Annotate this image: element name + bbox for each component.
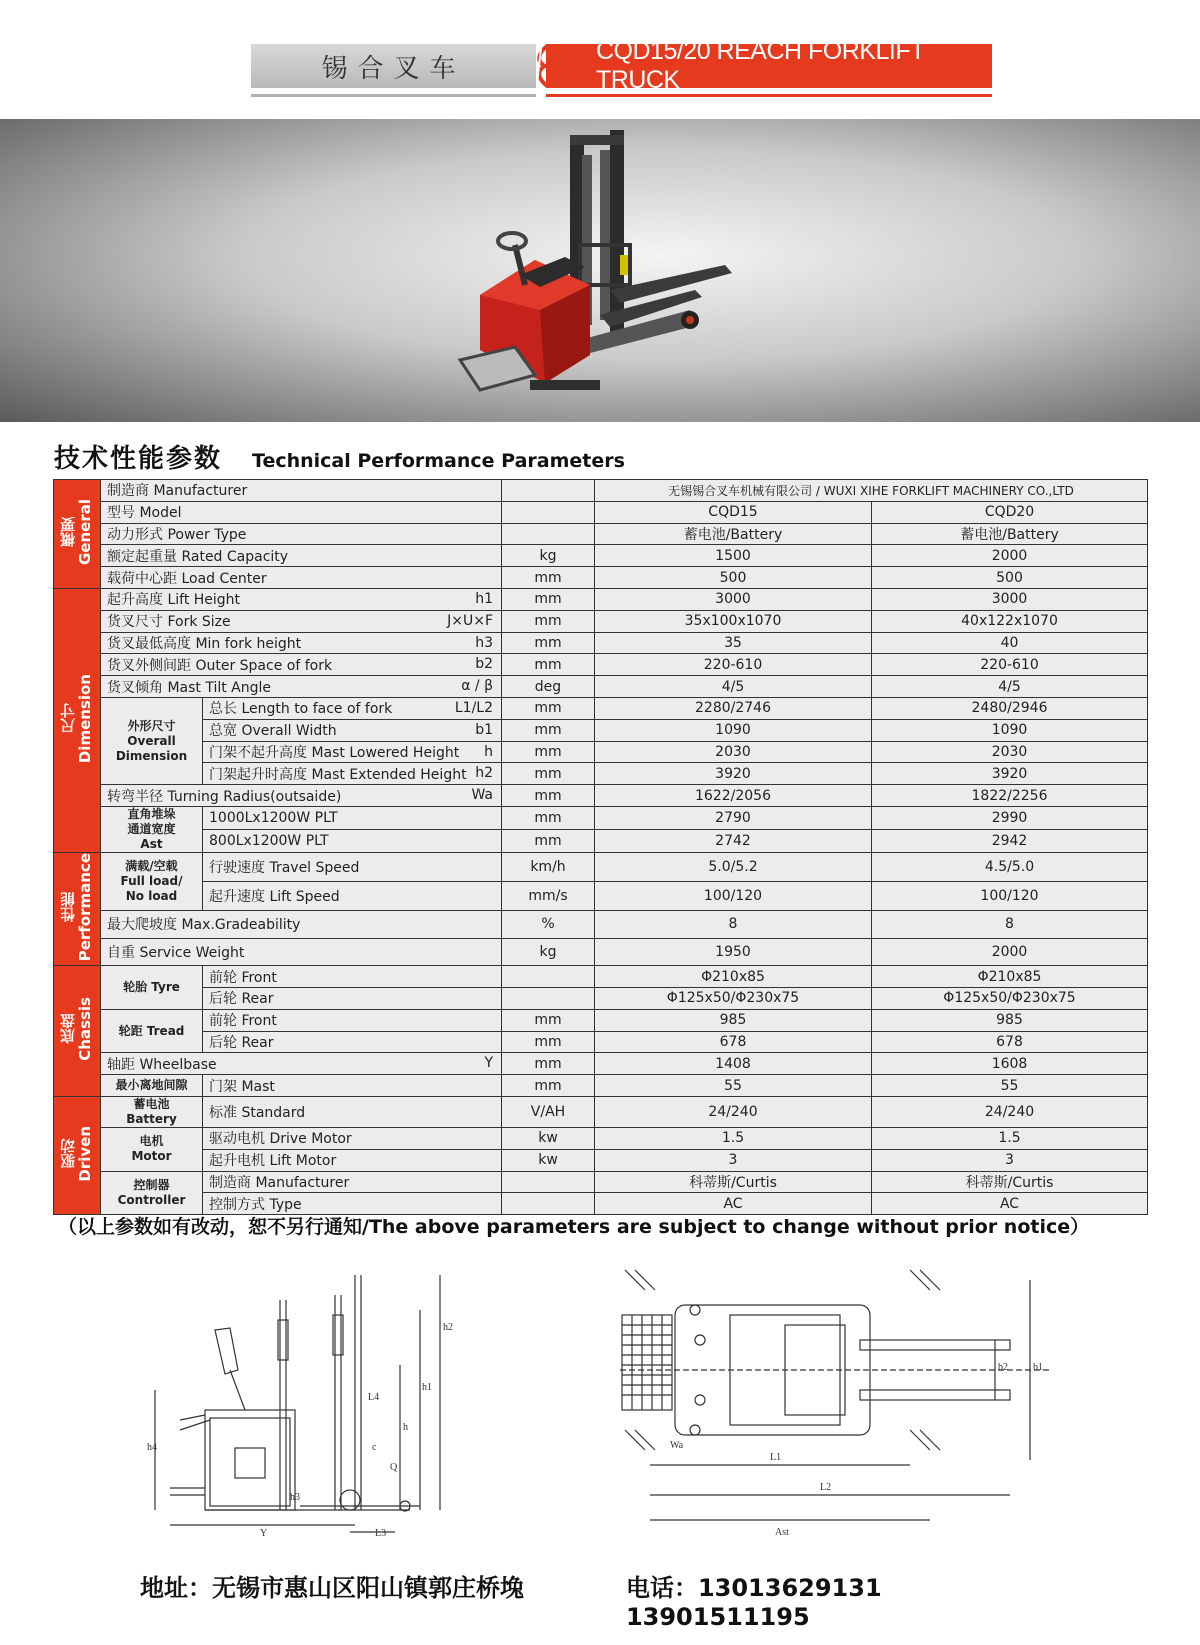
cqd15-value: 1500	[595, 545, 872, 567]
cqd20-value: 985	[872, 1009, 1148, 1031]
cqd15-value: 1090	[595, 719, 872, 741]
footer-phone: 电话：13013629131 13901511195	[625, 1574, 882, 1631]
cqd15-value: Φ210x85	[595, 966, 872, 988]
param-unit: mm	[502, 567, 595, 589]
dim-label: b2	[998, 1362, 1008, 1373]
cqd15-value: 4/5	[595, 676, 872, 698]
param-label: 起升电机 Lift Motor	[203, 1149, 502, 1171]
param-label: 800Lx1200W PLT	[203, 829, 502, 852]
subcategory-cell: 最小离地间隙	[101, 1075, 203, 1097]
param-label: 制造商 Manufacturer	[203, 1171, 502, 1193]
cqd20-value: 蓄电池/Battery	[872, 523, 1148, 545]
subcategory-cell: 直角堆垛 通道宽度 Ast	[101, 806, 203, 852]
param-unit: mm	[502, 654, 595, 676]
cqd20-value: 4/5	[872, 676, 1148, 698]
param-unit: V/AH	[502, 1097, 595, 1128]
spec-row	[54, 806, 1148, 829]
section-title-en: Technical Performance Parameters	[252, 450, 625, 472]
dim-label: L4	[368, 1392, 380, 1403]
spec-row	[54, 852, 1148, 881]
param-unit: deg	[502, 676, 595, 698]
param-unit: mm	[502, 1075, 595, 1097]
cqd15-value: 2030	[595, 741, 872, 763]
cqd15-value: 1950	[595, 938, 872, 966]
param-label: 起升高度 Lift Height h1	[101, 588, 502, 610]
param-symbol: J×U×F	[447, 612, 493, 629]
param-unit: mm	[502, 588, 595, 610]
param-label: 轴距 Wheelbase Y	[101, 1053, 502, 1075]
cqd15-value: 3920	[595, 763, 872, 785]
spec-row	[54, 588, 1148, 610]
param-unit: mm	[502, 763, 595, 785]
cqd15-value: 220-610	[595, 654, 872, 676]
spec-row	[54, 1075, 1148, 1097]
cqd20-value: 24/240	[872, 1097, 1148, 1128]
param-unit	[502, 1171, 595, 1193]
cqd20-value: Φ125x50/Φ230x75	[872, 988, 1148, 1010]
cqd20-value: 100/120	[872, 882, 1148, 911]
cqd15-value: 985	[595, 1009, 872, 1031]
spec-row	[54, 523, 1148, 545]
param-label: 控制方式 Type	[203, 1193, 502, 1215]
spec-row	[54, 938, 1148, 966]
param-label: 门架 Mast	[203, 1075, 502, 1097]
spec-row	[54, 632, 1148, 654]
spec-row	[54, 1097, 1148, 1128]
cqd15-value: CQD15	[595, 501, 872, 523]
dim-label: Q	[390, 1462, 398, 1473]
cqd20-value: 1608	[872, 1053, 1148, 1075]
spec-table	[53, 479, 1148, 1215]
category-cell: 尺寸 Dimension	[54, 588, 101, 852]
spec-row	[54, 567, 1148, 589]
cqd20-value: 2000	[872, 545, 1148, 567]
dim-label: h	[403, 1422, 408, 1433]
manufacturer-value: 无锡锡合叉车机械有限公司 / WUXI XIHE FORKLIFT MACHINERY CO.,LTD	[595, 480, 1148, 502]
spec-row	[54, 1149, 1148, 1171]
cqd20-value: 3	[872, 1149, 1148, 1171]
spec-row	[54, 741, 1148, 763]
subcategory-cell: 控制器 Controller	[101, 1171, 203, 1215]
param-symbol: Y	[484, 1055, 493, 1072]
dim-label: Wa	[670, 1440, 684, 1451]
section-title	[54, 438, 625, 475]
param-unit: km/h	[502, 852, 595, 881]
param-unit: kg	[502, 545, 595, 567]
param-label: 型号 Model	[101, 501, 502, 523]
dim-label: c	[372, 1442, 377, 1453]
spec-row	[54, 911, 1148, 939]
cqd15-value: 2742	[595, 829, 872, 852]
param-label: 前轮 Front	[203, 1009, 502, 1031]
spec-row	[54, 654, 1148, 676]
cqd15-value: AC	[595, 1193, 872, 1215]
param-label: 门架不起升高度 Mast Lowered Height h	[203, 741, 502, 763]
cqd15-value: Φ125x50/Φ230x75	[595, 988, 872, 1010]
dim-label: h1	[422, 1382, 432, 1393]
spec-row	[54, 882, 1148, 911]
param-label: 转弯半径 Turning Radius(outsaide) Wa	[101, 785, 502, 807]
spec-row	[54, 988, 1148, 1010]
spec-row	[54, 1031, 1148, 1053]
cqd20-value: Φ210x85	[872, 966, 1148, 988]
cqd20-value: 678	[872, 1031, 1148, 1053]
param-label: 后轮 Rear	[203, 988, 502, 1010]
subcategory-cell: 外形尺寸 Overall Dimension	[101, 697, 203, 784]
param-unit	[502, 523, 595, 545]
cqd15-value: 55	[595, 1075, 872, 1097]
cqd20-value: 500	[872, 567, 1148, 589]
param-unit: mm	[502, 1031, 595, 1053]
cqd20-value: 3000	[872, 588, 1148, 610]
param-unit: mm/s	[502, 882, 595, 911]
spec-row	[54, 829, 1148, 852]
spec-row	[54, 966, 1148, 988]
spec-row	[54, 697, 1148, 719]
cqd20-value: 40x122x1070	[872, 610, 1148, 632]
spec-row	[54, 676, 1148, 698]
category-cell: 概要 General	[54, 480, 101, 589]
cqd15-value: 100/120	[595, 882, 872, 911]
spec-row	[54, 480, 1148, 502]
cqd20-value: 2030	[872, 741, 1148, 763]
top-view-drawing	[610, 1270, 1060, 1540]
cqd15-value: 35x100x1070	[595, 610, 872, 632]
param-label: 1000Lx1200W PLT	[203, 806, 502, 829]
category-cell: 底盘 Chassis	[54, 966, 101, 1097]
cqd20-value: 科蒂斯/Curtis	[872, 1171, 1148, 1193]
param-symbol: L1/L2	[454, 699, 493, 716]
spec-row	[54, 545, 1148, 567]
subcategory-cell: 轮胎 Tyre	[101, 966, 203, 1010]
dim-label: h3	[290, 1492, 300, 1503]
param-unit: mm	[502, 1053, 595, 1075]
cqd20-value: 3920	[872, 763, 1148, 785]
param-label: 制造商 Manufacturer	[101, 480, 502, 502]
cqd15-value: 3	[595, 1149, 872, 1171]
param-unit: mm	[502, 806, 595, 829]
param-label: 前轮 Front	[203, 966, 502, 988]
side-view-drawing	[147, 1270, 480, 1540]
param-label: 动力形式 Power Type	[101, 523, 502, 545]
cqd20-value: 2000	[872, 938, 1148, 966]
param-symbol: h	[484, 743, 493, 760]
cqd15-value: 蓄电池/Battery	[595, 523, 872, 545]
param-symbol: h2	[475, 765, 493, 782]
cqd20-value: 40	[872, 632, 1148, 654]
param-unit: mm	[502, 829, 595, 852]
cqd15-value: 1622/2056	[595, 785, 872, 807]
param-unit: kw	[502, 1149, 595, 1171]
param-unit: mm	[502, 785, 595, 807]
cqd15-value: 8	[595, 911, 872, 939]
dim-label: L3	[375, 1528, 387, 1539]
param-label: 后轮 Rear	[203, 1031, 502, 1053]
dim-label: Y	[260, 1528, 268, 1539]
forklift-truck-image	[460, 125, 760, 405]
cqd15-value: 678	[595, 1031, 872, 1053]
param-label: 起升速度 Lift Speed	[203, 882, 502, 911]
header-divider-red	[546, 94, 992, 97]
cqd20-value: 1822/2256	[872, 785, 1148, 807]
param-symbol: b2	[475, 656, 493, 673]
section-title-cn: 技术性能参数	[54, 444, 223, 474]
param-symbol: α / β	[461, 678, 493, 695]
subcategory-cell: 蓄电池 Battery	[101, 1097, 203, 1128]
spec-row	[54, 1171, 1148, 1193]
param-label: 标准 Standard	[203, 1097, 502, 1128]
dim-label: Ast	[775, 1527, 789, 1538]
param-label: 额定起重量 Rated Capacity	[101, 545, 502, 567]
cqd15-value: 500	[595, 567, 872, 589]
cqd15-value: 35	[595, 632, 872, 654]
footer-address: 地址：无锡市惠山区阳山镇郭庄桥堍	[140, 1574, 524, 1602]
page-header	[251, 37, 992, 102]
param-label: 货叉尺寸 Fork Size J×U×F	[101, 610, 502, 632]
param-unit	[502, 480, 595, 502]
cqd20-value: 2990	[872, 806, 1148, 829]
cqd15-value: 2280/2746	[595, 697, 872, 719]
brand-title: 锡合叉车	[251, 44, 536, 88]
cqd20-value: 8	[872, 911, 1148, 939]
param-symbol: h1	[475, 590, 493, 607]
cqd20-value: 4.5/5.0	[872, 852, 1148, 881]
cqd15-value: 1408	[595, 1053, 872, 1075]
notice-text: （以上参数如有改动，恕不另行通知/The above parameters are subject to change without prior notice）	[58, 1216, 1090, 1238]
param-unit: %	[502, 911, 595, 939]
dim-label: h2	[443, 1322, 453, 1333]
spec-row	[54, 1053, 1148, 1075]
param-unit: mm	[502, 697, 595, 719]
spec-row	[54, 1128, 1148, 1150]
cqd20-value: AC	[872, 1193, 1148, 1215]
dim-label: L2	[820, 1482, 832, 1493]
product-title: CQD15/20 REACH FORKLIFT TRUCK	[546, 44, 992, 88]
param-unit: kg	[502, 938, 595, 966]
param-label: 最大爬坡度 Max.Gradeability	[101, 911, 502, 939]
param-label: 总宽 Overall Width b1	[203, 719, 502, 741]
cqd20-value: 1.5	[872, 1128, 1148, 1150]
subcategory-cell: 电机 Motor	[101, 1128, 203, 1172]
cqd20-value: 1090	[872, 719, 1148, 741]
param-label: 货叉倾角 Mast Tilt Angle α / β	[101, 676, 502, 698]
cqd15-value: 2790	[595, 806, 872, 829]
param-symbol: b1	[475, 721, 493, 738]
dim-label: L1	[770, 1452, 782, 1463]
cqd15-value: 24/240	[595, 1097, 872, 1128]
cqd15-value: 3000	[595, 588, 872, 610]
param-unit: mm	[502, 632, 595, 654]
cqd20-value: CQD20	[872, 501, 1148, 523]
param-label: 行驶速度 Travel Speed	[203, 852, 502, 881]
param-unit	[502, 988, 595, 1010]
dim-label: h4	[147, 1442, 157, 1453]
param-symbol: Wa	[471, 787, 493, 804]
cqd15-value: 5.0/5.2	[595, 852, 872, 881]
param-label: 货叉外侧间距 Outer Space of fork b2	[101, 654, 502, 676]
cqd15-value: 科蒂斯/Curtis	[595, 1171, 872, 1193]
param-unit: mm	[502, 610, 595, 632]
page-footer	[140, 1568, 1070, 1631]
cqd20-value: 2942	[872, 829, 1148, 852]
cqd20-value: 55	[872, 1075, 1148, 1097]
category-cell: 驱动 Driven	[54, 1097, 101, 1215]
param-unit	[502, 966, 595, 988]
subcategory-cell: 满载/空载 Full load/ No load	[101, 852, 203, 910]
param-label: 门架起升时高度 Mast Extended Height h2	[203, 763, 502, 785]
param-label: 货叉最低高度 Min fork height h3	[101, 632, 502, 654]
dim-label: b1	[1033, 1362, 1043, 1373]
param-unit	[502, 501, 595, 523]
param-symbol: h3	[475, 634, 493, 651]
spec-row	[54, 1009, 1148, 1031]
subcategory-cell: 轮距 Tread	[101, 1009, 203, 1053]
param-unit: kw	[502, 1128, 595, 1150]
param-unit: mm	[502, 741, 595, 763]
param-label: 驱动电机 Drive Motor	[203, 1128, 502, 1150]
spec-row	[54, 785, 1148, 807]
spec-row	[54, 719, 1148, 741]
cqd20-value: 2480/2946	[872, 697, 1148, 719]
header-divider-gray	[251, 94, 536, 97]
spec-row	[54, 501, 1148, 523]
category-cell: 性能 Performance	[54, 852, 101, 965]
param-unit: mm	[502, 1009, 595, 1031]
param-label: 自重 Service Weight	[101, 938, 502, 966]
param-unit: mm	[502, 719, 595, 741]
spec-row	[54, 763, 1148, 785]
param-label: 载荷中心距 Load Center	[101, 567, 502, 589]
param-label: 总长 Length to face of fork L1/L2	[203, 697, 502, 719]
cqd20-value: 220-610	[872, 654, 1148, 676]
spec-row	[54, 610, 1148, 632]
cqd15-value: 1.5	[595, 1128, 872, 1150]
